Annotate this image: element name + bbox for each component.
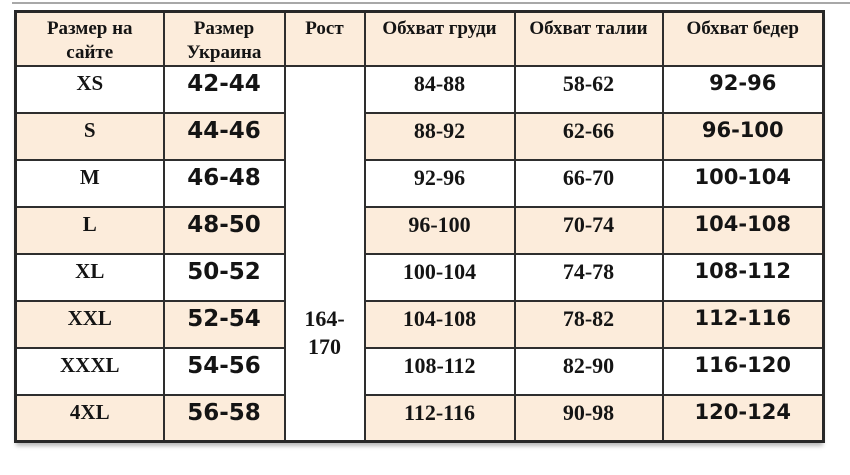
header-waist-girth: Обхват талии	[515, 12, 663, 66]
cell-waist: 70-74	[515, 207, 663, 254]
cell-waist: 66-70	[515, 160, 663, 207]
header-size-ukraine: Размер Украина	[164, 12, 285, 66]
header-hip-girth: Обхват бедер	[663, 12, 824, 66]
header-size-site: Размер на сайте	[16, 12, 164, 66]
cell-site-size: 4XL	[16, 395, 164, 442]
cell-chest: 92-96	[365, 160, 515, 207]
table-row-xxl	[16, 301, 824, 348]
cell-ukraine-size: 52-54	[164, 301, 285, 348]
cell-hips: 104-108	[663, 207, 824, 254]
cell-height-merged	[285, 66, 365, 442]
header-height: Рост	[285, 12, 365, 66]
table-row-4xl	[16, 395, 824, 442]
cell-site-size: XS	[16, 66, 164, 113]
table-row-s	[16, 113, 824, 160]
cell-waist: 78-82	[515, 301, 663, 348]
cell-waist: 90-98	[515, 395, 663, 442]
size-chart-table	[14, 10, 825, 443]
cell-chest: 104-108	[365, 301, 515, 348]
table-row-l	[16, 207, 824, 254]
cell-hips: 112-116	[663, 301, 824, 348]
table-body	[16, 66, 824, 442]
table-header	[16, 12, 824, 66]
table-row-xxxl	[16, 348, 824, 395]
cell-hips: 96-100	[663, 113, 824, 160]
header-row	[16, 12, 824, 66]
header-chest-girth: Обхват груди	[365, 12, 515, 66]
table-row-xl	[16, 254, 824, 301]
cell-hips: 108-112	[663, 254, 824, 301]
cell-chest: 100-104	[365, 254, 515, 301]
cell-site-size: S	[16, 113, 164, 160]
height-value: 164-170	[304, 305, 345, 360]
cell-waist: 82-90	[515, 348, 663, 395]
top-divider-line	[12, 2, 850, 4]
cell-chest: 96-100	[365, 207, 515, 254]
cell-ukraine-size: 42-44	[164, 66, 285, 113]
cell-waist: 74-78	[515, 254, 663, 301]
cell-ukraine-size: 56-58	[164, 395, 285, 442]
cell-chest: 108-112	[365, 348, 515, 395]
cell-site-size: L	[16, 207, 164, 254]
cell-ukraine-size: 54-56	[164, 348, 285, 395]
cell-waist: 62-66	[515, 113, 663, 160]
cell-ukraine-size: 44-46	[164, 113, 285, 160]
table-row-m	[16, 160, 824, 207]
cell-site-size: XL	[16, 254, 164, 301]
cell-chest: 112-116	[365, 395, 515, 442]
cell-hips: 100-104	[663, 160, 824, 207]
cell-ukraine-size: 48-50	[164, 207, 285, 254]
cell-hips: 116-120	[663, 348, 824, 395]
cell-chest: 88-92	[365, 113, 515, 160]
table-row-xs	[16, 66, 824, 113]
cell-waist: 58-62	[515, 66, 663, 113]
cell-ukraine-size: 50-52	[164, 254, 285, 301]
cell-site-size: XXL	[16, 301, 164, 348]
cell-hips: 92-96	[663, 66, 824, 113]
cell-ukraine-size: 46-48	[164, 160, 285, 207]
cell-hips: 120-124	[663, 395, 824, 442]
cell-site-size: XXXL	[16, 348, 164, 395]
cell-chest: 84-88	[365, 66, 515, 113]
cell-site-size: M	[16, 160, 164, 207]
